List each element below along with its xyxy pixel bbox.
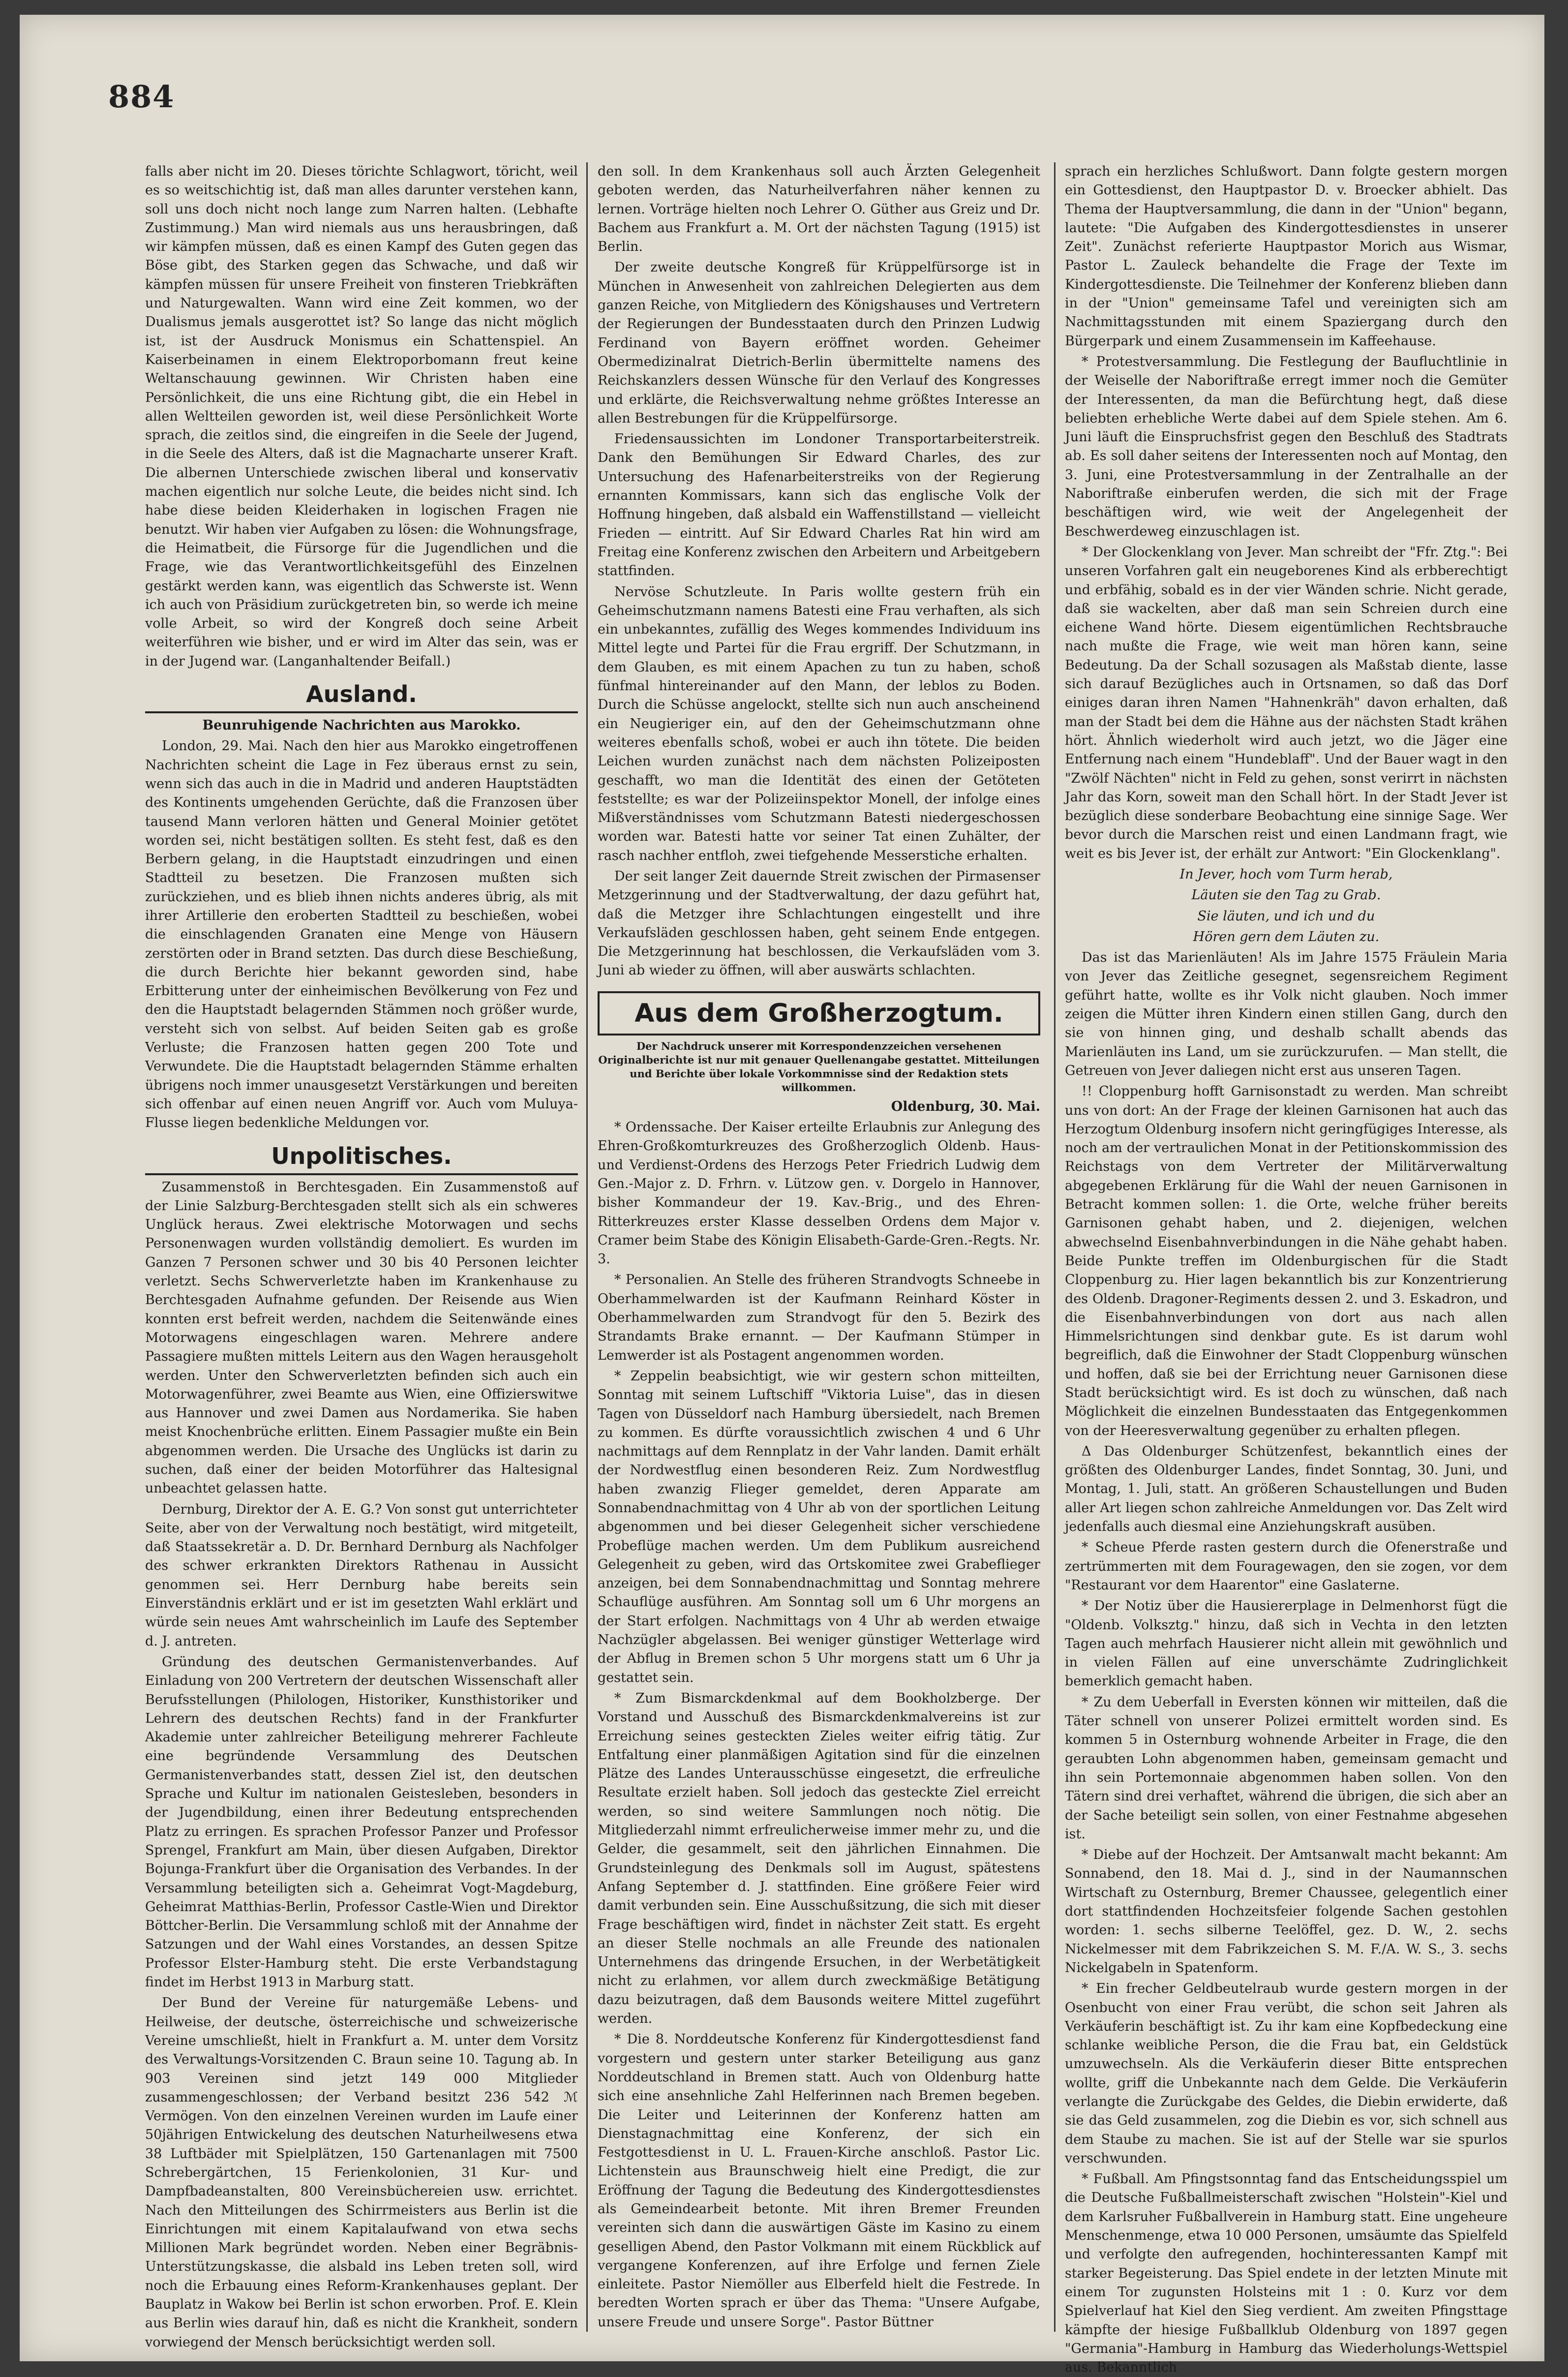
article-paragraph: Zusammenstoß in Berchtesgaden. Ein Zusammenstoß auf der Linie Salzburg-Berchtesgaden stellt sich als ein schweres Unglück heraus. Zwei elektrische Motorwagen und sechs Personenwagen wurden vollständig demoliert. Es wurden im Ganzen 7 Personen schwer und 30 bis 40 Personen leichter verletzt. Sechs Schwerverletzte haben im Krankenhause zu Berchtesgaden Aufnahme gefunden. Der Reisende aus Wien konnten erst befreit werden, nachdem die Seitenwände eines Motorwagens eingeschlagen waren. Mehrere andere Passagiere mußten mittels Leitern aus den Wagen herausgeholt werden. Unter den Schwerverletzten befinden sich auch ein Motorwagenführer, zwei Beamte aus Wien, eine Offizierswitwe aus Hannover und zwei Damen aus Nordamerika. Sie haben meist Knochenbrüche erlitten. Einem Passagier mußte ein Bein abgenommen werden. Die Ursache des Unglücks ist darin zu suchen, daß einer der beiden Motorführer das Haltesignal unbeachtet gelassen hatte. xyxy=(145,1179,578,1496)
dateline: Oldenburg, 30. Mai. xyxy=(891,1098,1040,1114)
article-paragraph: Δ Das Oldenburger Schützenfest, bekanntlich eines der größten des Oldenburger Landes, findet Sonntag, 30. Juni, und Montag, 1. Juli, statt. An größeren Schaustellungen und Buden aller Art liegen schon zahlreiche Anmeldungen vor. Das Zelt wird jedenfalls auch diesmal eine Anziehungskraft ausüben. xyxy=(1065,1443,1508,1535)
newspaper-page xyxy=(20,15,1544,2376)
reprint-notice: Der Nachdruck unserer mit Korrespondenzzeichen versehenen Originalberichte ist nur mit genauer Quellenangabe gestattet. Mitteilungen und Berichte über lokale Vorkommnisse sind der Redaktion stets willkommen. xyxy=(598,1039,1040,1094)
article-paragraph: * Fußball. Am Pfingstsonntag fand das Entscheidungsspiel um die Deutsche Fußballmeisterschaft zwischen "Holstein"-Kiel und dem Karlsruher Fußballverein in Hamburg statt. Eine ungeheure Menschenmenge, etwa 10 000 Personen, umsäumte das Spielfeld und verfolgte den aufregenden, hochinteressanten Kampf mit starker Begeisterung. Das Spiel endete in der letzten Minute mit einem Tor zugunsten Holsteins mit 1 : 0. Kurz vor dem Spielverlauf hat Kiel den Sieg verdient. Am zweiten Pfingsttage kämpfte der hiesige Fußballklub Oldenburg von 1897 gegen "Germania"-Hamburg in Hamburg das Wiederholungs-Wettspiel aus. Bekanntlich xyxy=(1065,2171,1508,2376)
article-paragraph: * Zu dem Ueberfall in Eversten können wir mitteilen, daß die Täter schnell von unserer Polizei ermittelt worden sind. Es kommen 5 in Osternburg wohnende Arbeiter in Frage, die den geraubten Lohn abgenommen haben, gemeinsam gemacht und ihn sein Portemonnaie abgenommen haben sollen. Von den Tätern sind drei verhaftet, während die übrigen, die sich aber an der Sache beteiligt sein sollen, von einer Festnahme abgesehen ist. xyxy=(1065,1694,1508,1842)
page-number: 884 xyxy=(108,79,175,115)
column-3 xyxy=(1065,162,1508,2376)
article-paragraph: Nervöse Schutzleute. In Paris wollte gestern früh ein Geheimschutzmann namens Batesti eine Frau verhaften, als sich ein unbekanntes, zufällig des Weges kommendes Individuum ins Mittel legte und Partei für die Frau ergriff. Der Schutzmann, in dem Glauben, es mit einem Apachen zu tun zu haben, schoß fünfmal hintereinander auf den Mann, der leblos zu Boden. Durch die Schüsse angelockt, stellte sich nun auch anscheinend ein Neugieriger ein, auf den der Geheimschutzmann ohne weiteres ebenfalls schoß, wobei er auch ihn tötete. Die beiden Leichen wurden zunächst nach dem nächsten Polizeiposten geschafft, wo man die Identität des einen der Getöteten feststellte; es war der Polizeiinspektor Monell, der infolge eines Mißverständnisses vom Schutzmann Batesti niedergeschossen worden war. Batesti hatte vor seiner Tat einen Zuhälter, der rasch nachher entfloh, zwei tiefgehende Messerstiche erhalten. xyxy=(598,584,1040,863)
article-paragraph: sprach ein herzliches Schlußwort. Dann folgte gestern morgen ein Gottesdienst, den Hauptpastor D. v. Broecker abhielt. Das Thema der Hauptversammlung, die dann in der "Union" begann, lautete: "Die Aufgaben des Kindergottesdienstes in unserer Zeit". Zunächst referierte Hauptpastor Morich aus Wismar, Pastor L. Zauleck behandelte die Frage der Texte im Kindergottesdienste. Die Teilnehmer der Konferenz blieben dann in der "Union" gemeinsame Tafel und vereinigten sich am Nachmittagsstunden mit einem Spaziergang durch den Bürgerpark und einem Zusammensein im Kaffeehause. xyxy=(1065,164,1508,349)
article-paragraph: Der zweite deutsche Kongreß für Krüppelfürsorge ist in München in Anwesenheit von zahlreichen Delegierten aus dem ganzen Reiche, von Mitgliedern des Königshauses und Vertretern der Regierungen der Bundesstaaten durch den Prinzen Ludwig Ferdinand von Bayern eröffnet worden. Geheimer Obermedizinalrat Dietrich-Berlin übermittelte namens des Reichskanzlers dessen Wünsche für den Verlauf des Kongresses und erklärte, die Reichsverwaltung nehme größtes Interesse an allen Bestrebungen für die Krüppelfürsorge. xyxy=(598,260,1040,426)
column-rule xyxy=(586,162,588,2332)
article-paragraph: London, 29. Mai. Nach den hier aus Marokko eingetroffenen Nachrichten scheint die Lage in Fez überaus ernst zu sein, wenn sich das auch in die in Madrid und anderen Hauptstädten des Kontinents umgehenden Gerüchte, daß die Franzosen über tausend Mann verloren hätten und General Moinier getötet worden sei, nicht bestätigen sollten. Es steht fest, daß es den Berbern gelang, in die Hauptstadt einzudringen und einen Stadtteil zu besetzen. Die Franzosen mußten sich zurückziehen, und es blieb ihnen nichts anderes übrig, als mit ihrer Artillerie den eroberten Stadtteil zu beschießen, wobei die einschlagenden Granaten eine Menge von Häusern zerstörten oder in Brand setzten. Das durch diese Beschießung, die durch Berichte hier bekannt geworden sind, habe Erbitterung unter der einheimischen Bevölkerung von Fez und den die Hauptstadt belagernden Stämmen noch größer wurde, versteht sich von selbst. Auf beiden Seiten gab es große Verluste; die Franzosen hatten gegen 200 Tote und Verwundete. Die die Hauptstadt belagernden Stämme erhalten übrigens noch immer unausgesetzt Verstärkungen und bereiten sich offenbar auf einen neuen Angriff vor. Auch vom Muluya-Flusse liegen bedenkliche Meldungen vor. xyxy=(145,738,578,1131)
article-paragraph: Der seit langer Zeit dauernde Streit zwischen der Pirmasenser Metzgerinnung und der Stadtverwaltung, der dazu geführt hat, daß die Metzger ihre Schlachtungen eingestellt und ihre Verkaufsläden geschlossen haben, geht seinem Ende entgegen. Die Metzgerinnung hat beschlossen, die Verkaufsläden vom 3. Juni ab wieder zu öffnen, will aber auswärts schlachten. xyxy=(598,868,1040,978)
article-paragraph: falls aber nicht im 20. Dieses törichte Schlagwort, töricht, weil es so weitschichtig ist, daß man alles darunter verstehen kann, soll uns doch nicht noch lange zum Narren halten. (Lebhafte Zustimmung.) Man wird niemals aus uns herausbringen, daß wir kämpfen müssen, daß es einen Kampf des Guten gegen das Böse gibt, des Starken gegen das Schwache, und daß wir kämpfen müssen für unsere Freiheit von finsteren Triebkräften und Naturgewalten. Wann wird eine Zeit kommen, wo der Dualismus jemals ausgerottet ist? So lange das nicht möglich ist, ist der Ausdruck Monismus ein Schattenspiel. An Kaiserbeinamen in einem Elektroporbomann freut keine Weltanschauung gewinnen. Wir Christen haben eine Persönlichkeit, die uns eine Richtung gibt, die ein Hebel in allen Weltteilen geworden ist, weil diese Persönlichkeit Worte sprach, die zeitlos sind, die eingreifen in die Seele der Jugend, in die Seele des Alters, daß ist die Magnacharte unserer Kraft. Die albernen Unterschiede zwischen liberal und konservativ machen eigentlich nur solche Leute, die beides nicht sind. Ich habe diese beiden Kleiderhaken in logischen Fragen nie benutzt. Wir haben vier Aufgaben zu lösen: die Wohnungsfrage, die Heimatbeit, die Fürsorge für die Jugendlichen und die Frage, wie das Verantwortlichkeitsgefühl des Einzelnen gestärkt werden kann, was eigentlich das Schwerste ist. Wenn ich auch von Präsidium zurückgetreten bin, so werde ich meine volle Arbeit, so wird der Kongreß doch seine Arbeit weiterführen wie bisher, und er wird im Alter das sein, was er in der Jugend war. (Langanhaltender Beifall.) xyxy=(145,164,578,669)
article-paragraph: Der Bund der Vereine für naturgemäße Lebens- und Heilweise, der deutsche, österreichische und schweizerische Vereine umschließt, hielt in Frankfurt a. M. unter dem Vorsitz des Verwaltungs-Vorsitzenden C. Braun seine 10. Tagung ab. In 903 Vereinen sind jetzt 149 000 Mitglieder zusammengeschlossen; der Verband besitzt 236 542 ℳ Vermögen. Von den einzelnen Vereinen wurden im Laufe einer 50jährigen Entwickelung des deutschen Naturheilwesens etwa 38 Luftbäder mit Spielplätzen, 150 Gartenanlagen mit 7500 Schrebergärtchen, 15 Ferienkolonien, 31 Kur- und Dampfbadeanstalten, 800 Vereinsbüchereien usw. errichtet. Nach den Mitteilungen des Schirrmeisters aus Berlin ist die Einrichtungen mit einem Kapitalaufwand von etwa sechs Millionen Mark begründet worden. Neben einer Begräbnis-Unterstützungskasse, die alsbald ins Leben treten soll, wird noch die Erbauung eines Reform-Krankenhauses geplant. Der Bauplatz in Wakow bei Berlin ist schon erworben. Prof. E. Klein aus Berlin wies darauf hin, daß es nicht die Krankheit, sondern vorwiegend der Mensch berücksichtigt werden soll. xyxy=(145,1995,578,2350)
column-2 xyxy=(598,162,1040,2342)
article-paragraph: Friedensaussichten im Londoner Transportarbeiterstreik. Dank den Bemühungen Sir Edward Charles, des zur Untersuchung des Hafenarbeiterstreiks von der Regierung ernannten Kommissars, kann sich das englische Volk der Hoffnung hingeben, daß alsbald ein Waffenstillstand — vielleicht Frieden — eintritt. Auf Sir Edward Charles Rat hin wird am Freitag eine Konferenz zwischen den Arbeitern und Arbeitgebern stattfinden. xyxy=(598,431,1040,579)
article-paragraph: * Ordenssache. Der Kaiser erteilte Erlaubnis zur Anlegung des Ehren-Großkomturkreuzes des Großherzoglich Oldenb. Haus- und Verdienst-Ordens des Herzogs Peter Friedrich Ludwig dem Gen.-Major z. D. Frhrn. v. Lützow gen. v. Dorgelo in Hannover, bisher Kommandeur der 19. Kav.-Brig., und des Ehren-Ritterkreuzes erster Klasse desselben Ordens dem Major v. Cramer beim Stabe des Königin Elisabeth-Garde-Gren.-Regts. Nr. 3. xyxy=(598,1120,1040,1267)
column-1 xyxy=(145,162,578,2350)
article-paragraph: * Protestversammlung. Die Festlegung der Baufluchtlinie in der Weiselle der Naboriftraße erregt immer noch die Gemüter der Interessenten, da man die Befürchtung hegt, daß diese beliebten erhebliche Werte dabei auf dem Spiele stehen. Am 6. Juni läuft die Einspruchsfrist gegen den Beschluß des Stadtrats ab. Es soll daher seitens der Interessenten noch auf Montag, den 3. Juni, eine Protestversammlung in der Zentralhalle an der Naboriftraße einberufen werden, die sich mit der Frage beschäftigen wird, wie weit der Angelegenheit der Beschwerdeweg einzuschlagen ist. xyxy=(1065,354,1508,539)
poem-line: Hören gern dem Läuten zu. xyxy=(1193,929,1380,945)
article-headline: Beunruhigende Nachrichten aus Marokko. xyxy=(202,718,521,733)
article-paragraph: * Zeppelin beabsichtigt, wie wir gestern schon mitteilten, Sonntag mit seinem Luftschiff "Viktoria Luise", das in diesen Tagen von Düsseldorf nach Hamburg übersiedelt, nach Bremen zu kommen. Es dürfte voraussichtlich zwischen 4 und 6 Uhr nachmittags auf dem Rennplatz in der Vahr landen. Damit erhält der Nordwestflug einen besonderen Reiz. Zum Nordwestflug haben zwanzig Flieger gemeldet, deren Apparate am Sonnabendnachmittag von 4 Uhr ab von der sportlichen Leitung abgenommen und bei dieser Gelegenheit sicher verschiedene Probeflüge machen werden. Um dem Publikum ausreichend Gelegenheit zu geben, wird das Ortskomitee zwei Grabeflieger anzeigen, bei dem Sonnabendnachmittag und Sonntag mehrere Schauflüge ausführen. Am Sonntag soll um 6 Uhr morgens an der Start erfolgen. Nachmittags von 4 Uhr ab werden etwaige Nachzügler abgelassen. Bei weniger günstiger Wetterlage wird der Abflug in Bremen schon 5 Uhr morgens statt um 6 Uhr ja gestattet sein. xyxy=(598,1368,1040,1685)
article-paragraph: !! Cloppenburg hofft Garnisonstadt zu werden. Man schreibt uns von dort: An der Frage der kleinen Garnisonen hat auch das Herzogtum Oldenburg insofern nicht geringfügiges Interesse, als noch am der vertraulichen Monat in der Petitionskommission des Reichstags von dem Vertreter der Militärverwaltung abgegebenen Erklärung für die Wahl der neuen Garnisonen in Betracht kommen sollen: 1. die Orte, welche früher bereits Garnisonen gehabt haben, und 2. diejenigen, welchen abwechselnd Eisenbahnverbindungen in die Nähe gehabt haben. Beide Punkte treffen im Oldenburgischen für die Stadt Cloppenburg zu. Hier lagen bekanntlich bis zur Konzentrierung des Oldenb. Dragoner-Regiments dessen 2. und 3. Eskadron, und die Eisenbahnverbindungen von dort aus nach allen Himmelsrichtungen sind denkbar gute. Es ist darum wohl begreiflich, daß die Einwohner der Stadt Cloppenburg wünschen und hoffen, daß sie bei der Errichtung neuer Garnisonen diese Stadt berücksichtigt wird. Es ist doch zu wünschen, daß nach Möglichkeit die einzelnen Bundesstaaten das Entgegenkommen von der Heeresverwaltung gegenüber zu erhalten pflegen. xyxy=(1065,1084,1508,1438)
article-paragraph: * Diebe auf der Hochzeit. Der Amtsanwalt macht bekannt: Am Sonnabend, den 18. Mai d. J., sind in der Naumannschen Wirtschaft zu Osternburg, Bremer Chaussee, gelegentlich einer dort stattfindenden Hochzeitsfeier folgende Sachen gestohlen worden: 1. sechs silberne Teelöffel, gez. D. W., 2. sechs Nickelmesser mit dem Fabrikzeichen S. M. F./A. W. S., 3. sechs Nickelgabeln in Spatenform. xyxy=(1065,1847,1508,1976)
column-rule xyxy=(1054,162,1055,2332)
article-paragraph: * Der Glockenklang von Jever. Man schreibt der "Ffr. Ztg.": Bei unseren Vorfahren galt ein neugeborenes Kind als erbberechtigt und erbfähig, sobald es in der vier Wänden schrie. Nicht gerade, daß sie wackelten, aber daß man sein Schreien durch eine eichene Wand hörte. Diesem eigentümlichen Rechtsbrauche nach mußte die Frage, wie weit man hören kann, seine Bedeutung. Da der Schall sozusagen als Maßstab diente, lasse sich darauf Bezügliches auch in Ortsnamen, so daß das Dorf einiges daran ihren Namen "Hahnenkräh" davon erhalten, daß man der Stadt bei dem die Hähne aus der nächsten Stadt krähen hört. Ähnlich wiederholt wird auch jetzt, wo die Jäger eine Entfernung nach einem "Hundeblaff". Und der Bauer wagt in den "Zwölf Nächten" nicht in Feld zu gehen, sonst verirrt in nächsten Jahr das Korn, soweit man den Schall hört. In der Stadt Jever ist bezüglich diese sonderbare Beobachtung eine sinnige Sage. Wer bevor durch die Marschen reist und einen Landmann fragt, wie weit es bis Jever ist, der erhält zur Antwort: "Ein Glockenklang". xyxy=(1065,544,1508,861)
article-paragraph: * Die 8. Norddeutsche Konferenz für Kindergottesdienst fand vorgestern und gestern unter starker Beteiligung aus ganz Norddeutschland in Bremen statt. Auch von Oldenburg hatte sich eine ansehnliche Zahl Helferinnen nach Bremen begeben. Die Leiter und Leiterinnen der Konferenz hatten am Dienstagnachmittag eine Konferenz, der sich ein Festgottesdienst in U. L. Frauen-Kirche anschloß. Pastor Lic. Lichtenstein aus Braunschweig hielt eine Predigt, die zur Eröffnung der Tagung die Bedeutung des Kindergottesdienstes als Gemeindearbeit betonte. Mit ihren Bremer Freunden vereinten sich dann die auswärtigen Gäste im Kasino zu einem geselligen Abend, den Pastor Volkmann mit einem Rückblick auf vergangene Konferenzen, auf ihre Erfolge und fernen Ziele einleitete. Pastor Niemöller aus Elberfeld hielt die Festrede. In beredten Worten sprach er über das Thema: "Unsere Aufgabe, unsere Freude und unsere Sorge". Pastor Büttner xyxy=(598,2032,1040,2330)
section-heading-unpolitisches: Unpolitisches. xyxy=(145,1141,578,1175)
poem-line: Läuten sie den Tag zu Grab. xyxy=(1191,887,1381,903)
article-paragraph: * Ein frecher Geldbeutelraub wurde gestern morgen in der Osenbucht von einer Frau verübt, die schon seit Jahren als Verkäuferin beschäftigt ist. Zu ihr kam eine Kopfbedeckung eine schlanke weibliche Person, die die Frau bat, ein Geldstück umzuwechseln. Als die Verkäuferin dieser Bitte entsprechen wollte, griff die Unbekannte nach dem Gelde. Die Verkäuferin verlangte die Zurückgabe des Geldes, die Diebin erwiderte, daß sie das Geld zusammelen, zog die Diebin es vor, sich schnell aus dem Staube zu machen. Sie ist auf der Stelle war sie spurlos verschwunden. xyxy=(1065,1981,1508,2166)
section-heading-grossherzogtum: Aus dem Großherzogtum. xyxy=(598,991,1040,1036)
poem-line: Sie läuten, und ich und du xyxy=(1197,908,1375,924)
article-paragraph: * Zum Bismarckdenkmal auf dem Bookholzberge. Der Vorstand und Ausschuß des Bismarckdenkmalvereins ist zur Erreichung seines gesteckten Zieles weiter eifrig tätig. Zur Entfaltung einer planmäßigen Agitation sind für die einzelnen Plätze des Landes Unterausschüsse eingesetzt, die erfreuliche Resultate erzielt haben. Soll jedoch das gesteckte Ziel erreicht werden, so sind weitere Sammlungen noch nötig. Die Mitgliederzahl nimmt erfreulicherweise immer mehr zu, und die Gelder, die gesammelt, seit den jährlichen Einnahmen. Die Grundsteinlegung des Denkmals soll im August, spätestens Anfang September d. J. stattfinden. Eine größere Feier wird damit verbunden sein. Eine Ausschußsitzung, die sich mit dieser Frage beschäftigen wird, findet in nächster Zeit statt. Es ergeht an dieser Stelle nochmals an alle Freunde des nationalen Unternehmens das dringende Ersuchen, in der Werbetätigkeit nicht zu erlahmen, vor allem durch zweckmäßige Betätigung dazu beizutragen, daß dem Bausonds weitere Mittel zugeführt werden. xyxy=(598,1690,1040,2027)
article-paragraph: Das ist das Marienläuten! Als im Jahre 1575 Fräulein Maria von Jever das Zeitliche gesegnet, segensreichem Regiment geführt hatte, wollte es ihr Volk nicht glauben. Noch immer zeigen die Mütter ihren Kindern einen stillen Gang, durch den sie von hinnen ging, und deshalb schallt abends das Marienläuten ins Land, um sie zurückzurufen. — Man stellt, die Getreuen von Jever daliegen nicht erst aus unseren Tagen. xyxy=(1065,950,1508,1078)
article-paragraph: den soll. In dem Krankenhaus soll auch Ärzten Gelegenheit geboten werden, das Naturheilverfahren näher kennen zu lernen. Vorträge hielten noch Lehrer O. Güther aus Greiz und Dr. Bachem aus Frankfurt a. M. Ort der nächsten Tagung (1915) ist Berlin. xyxy=(598,164,1040,255)
article-paragraph: * Scheue Pferde rasten gestern durch die Ofenerstraße und zertrümmerten mit dem Fouragewagen, den sie zogen, vor dem "Restaurant vor dem Haarentor" eine Gaslaterne. xyxy=(1065,1540,1508,1593)
poem-line: In Jever, hoch vom Turm herab, xyxy=(1179,866,1393,882)
article-paragraph: * Der Notiz über die Hausiererplage in Delmenhorst fügt die "Oldenb. Volksztg." hinzu, daß sich in Vechta in den letzten Tagen auch mehrfach Hausierer nicht allein mit gewöhnlich und in vielen Fällen auf eine unverschämte Zudringlichkeit bemerklich gemacht haben. xyxy=(1065,1598,1508,1689)
article-paragraph: Dernburg, Direktor der A. E. G.? Von sonst gut unterrichteter Seite, aber von der Verwaltung noch bestätigt, wird mitgeteilt, daß Staatssekretär a. D. Dr. Bernhard Dernburg als Nachfolger des schwer erkrankten Direktors Rathenau in Aussicht genommen sei. Herr Dernburg habe bereits sein Einverständnis erklärt und er ist im gesetzten Wahl erklärt und würde sein neues Amt wahrscheinlich im Laufe des September d. J. antreten. xyxy=(145,1501,578,1649)
article-paragraph: * Personalien. An Stelle des früheren Strandvogts Schneebe in Oberhammelwarden ist der Kaufmann Reinhard Köster in Oberhammelwarden zum Strandvogt für den 5. Bezirk des Strandamts Brake ernannt. — Der Kaufmann Stümper in Lemwerder ist als Postagent angenommen worden. xyxy=(598,1272,1040,1363)
article-paragraph: Gründung des deutschen Germanistenverbandes. Auf Einladung von 200 Vertretern der deutschen Wissenschaft aller Berufsstellungen (Philologen, Historiker, Kunsthistoriker und Lehrern des deutschen Rechts) fand in der Frankfurter Akademie unter zahlreicher Beteiligung mehrerer Fachleute eine begründende Versammlung des Deutschen Germanistenverbandes statt, dessen Ziel ist, den deutschen Sprache und Kultur im nationalen Geistesleben, besonders in der Jugendbildung, einen ihrer Bedeutung entsprechenden Platz zu erringen. Es sprachen Professor Panzer und Professor Sprengel, Frankfurt am Main, über diesen Aufgaben, Direktor Bojunga-Frankfurt über die Organisation des Verbandes. In der Versammlung beteiligten sich a. Geheimrat Vogt-Magdeburg, Geheimrat Matthias-Berlin, Professor Castle-Wien und Direktor Böttcher-Berlin. Die Versammlung schloß mit der Annahme der Satzungen und der Wahl eines Vorstandes, an dessen Spitze Professor Elster-Hamburg steht. Die erste Verbandstagung findet im Herbst 1913 in Marburg statt. xyxy=(145,1654,578,1990)
section-heading-ausland: Ausland. xyxy=(145,679,578,713)
